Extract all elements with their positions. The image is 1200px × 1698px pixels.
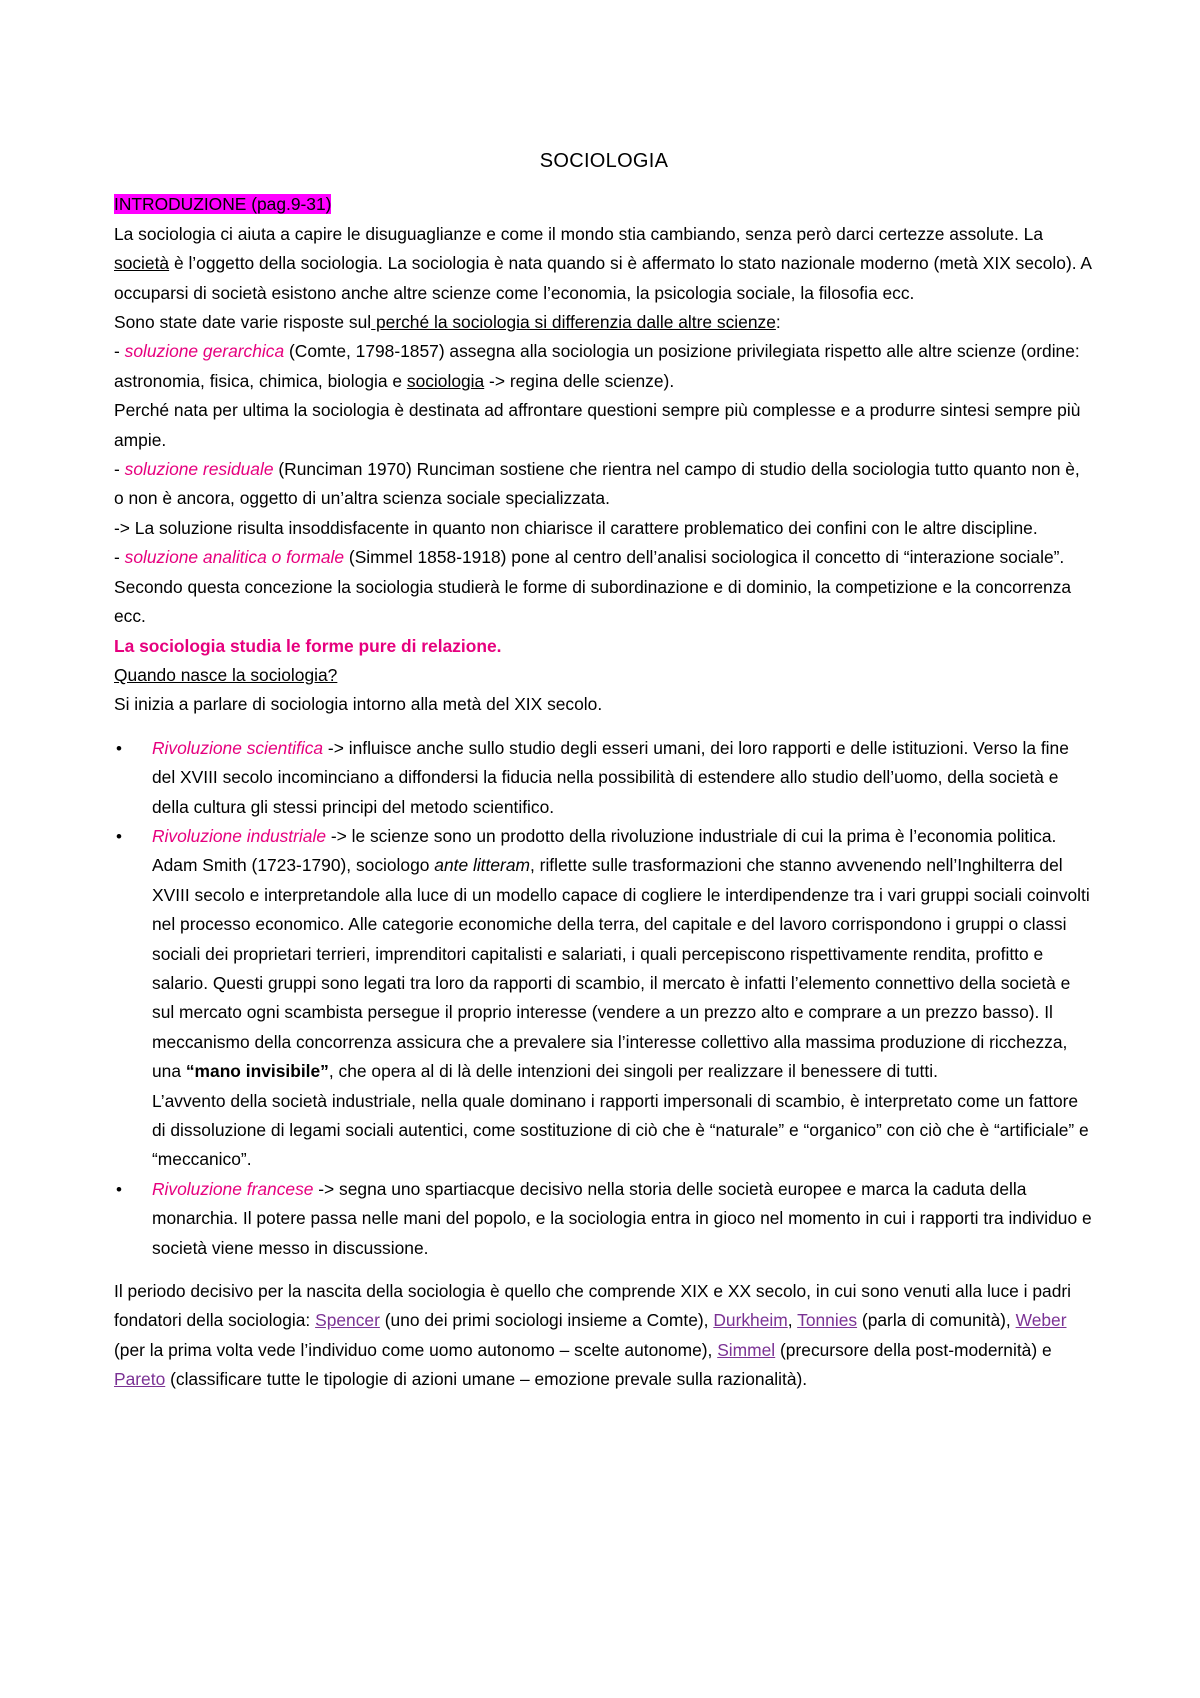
- final-text-6: (precursore della post-modernità) e: [775, 1339, 1052, 1360]
- residuale-paragraph: [114, 455, 1094, 514]
- residuale-label: soluzione residuale: [124, 459, 274, 480]
- bullet-label: Rivoluzione francese: [152, 1178, 314, 1199]
- section-heading-highlight: INTRODUZIONE (pag.9-31): [114, 194, 332, 215]
- adam-smith-text-2: , riflette sulle trasformazioni che stanno avvenendo nell’Inghilterra del XVIII secolo e interpretandole alla luce di un modello capace di cogliere le interdipendenze tra i vari gruppi sociali coinvolti nel processo economico. Alle categorie economiche della terra, del capitale e del lavoro corrispondono i gruppi o classi sociali dei proprietari terrieri, imprenditori capitalisti e salariati, i quali percepiscono rispettivamente rendita, profitto e salario. Questi gruppi sono legati tra loro da rapporti di scambio, il mercato è infatti l’elemento connettivo della società e sul mercato ogni scambista persegue il proprio interesse (vendere a un prezzo alto e comprare a un prezzo basso). Il meccanismo della concorrenza assicura che a prevalere sia l’interesse collettivo alla massima produzione di ricchezza, una: [152, 855, 1090, 1082]
- document-title: SOCIOLOGIA: [539, 150, 669, 172]
- analitica-text: (Simmel 1858-1918) pone al centro dell’analisi sociologica il concetto di “interazione sociale”. Secondo questa concezione la sociologia studierà le forme di subordinazione e di dominio, la competizione e la concorrenza ecc.: [114, 547, 1072, 627]
- final-text-1: Il periodo decisivo per la nascita della sociologia è quello che comprende XIX e XX secolo, in cui sono venuti alla luce i padri fondatori della sociologia:: [114, 1281, 1072, 1331]
- section-heading: [114, 190, 1094, 219]
- mano-invisibile-bold: “mano invisibile”: [185, 1061, 329, 1082]
- quando-nasce-heading: Quando nasce la sociologia?: [114, 664, 338, 685]
- analitica-label: soluzione analitica o formale: [124, 547, 345, 568]
- rivoluzioni-list: [114, 734, 1094, 1263]
- analitica-paragraph: [114, 543, 1094, 631]
- gerarchica-paragraph: [114, 337, 1094, 396]
- avvento-paragraph: L’avvento della società industriale, nella quale dominano i rapporti impersonali di scambio, è interpretato come un fattore di dissoluzione di legami sociali autentici, come sostituzione di ciò che è “naturale” e “organico” con ciò che è “artificiale” e “meccanico”.: [152, 1090, 1089, 1170]
- risposte-underlined: perché la sociologia si differenzia dalle altre scienze: [371, 312, 776, 333]
- adam-smith-text-3: , che opera al di là delle intenzioni dei singoli per realizzare il benessere di tutti.: [328, 1061, 938, 1082]
- residuale-text: (Runciman 1970) Runciman sostiene che rientra nel campo di studio della sociologia tutto quanto non è, o non è ancora, oggetto di un’altra scienza sociale specializzata.: [114, 459, 1080, 509]
- gerarchica-dash: -: [114, 341, 125, 362]
- risposte-text-1: Sono state date varie risposte sul: [114, 312, 372, 333]
- adam-smith-paragraph: [152, 851, 1094, 1086]
- list-item: [114, 1175, 1094, 1263]
- weber-link[interactable]: Weber: [1015, 1310, 1067, 1331]
- perche-paragraph: Perché nata per ultima la sociologia è destinata ad affrontare questioni sempre più complesse e a produrre sintesi sempre più ampie.: [114, 400, 1081, 450]
- gerarchica-label: soluzione gerarchica: [124, 341, 285, 362]
- final-text-4: (parla di comunità),: [857, 1310, 1016, 1331]
- ante-litteram-italic: ante litteram: [434, 855, 530, 876]
- intro-text-1: La sociologia ci aiuta a capire le disuguaglianze e come il mondo stia cambiando, senza però darci certezze assolute. La: [114, 223, 1044, 244]
- adam-smith-text-1: Adam Smith (1723-1790), sociologo: [152, 855, 435, 876]
- gerarchica-underlined: sociologia: [406, 370, 485, 391]
- final-text-7: (classificare tutte le tipologie di azioni umane – emozione prevale sulla razionalità).: [165, 1369, 808, 1390]
- bullet-text: -> segna uno spartiacque decisivo nella storia delle società europee e marca la caduta della monarchia. Il potere passa nelle mani del popolo, e la sociologia entra in gioco nel momento in cui i rapporti tra individuo e società viene messo in discussione.: [152, 1178, 1092, 1258]
- insoddisfacente-paragraph: -> La soluzione risulta insoddisfacente in quanto non chiarisce il carattere problematico dei confini con le altre discipline.: [114, 517, 1038, 538]
- bullet-label: Rivoluzione industriale: [152, 825, 326, 846]
- intro-societa-underlined: società: [114, 253, 170, 274]
- bullet-icon: •: [116, 1179, 122, 1199]
- spencer-link[interactable]: Spencer: [315, 1310, 380, 1331]
- bullet-text: -> le scienze sono un prodotto della rivoluzione industriale di cui la prima è l’economia politica.: [326, 825, 1057, 846]
- si-inizia-paragraph: Si inizia a parlare di sociologia intorno alla metà del XIX secolo.: [114, 694, 603, 715]
- gerarchica-text-1: (Comte, 1798-1857) assegna alla sociologia un posizione privilegiata rispetto alle altre scienze (ordine: astronomia, fisica, chimica, biologia e: [114, 341, 1080, 391]
- bullet-icon: •: [116, 738, 122, 758]
- final-text-5: (per la prima volta vede l’individuo come uomo autonomo – scelte autonome),: [114, 1339, 718, 1360]
- tonnies-link[interactable]: Tonnies: [797, 1310, 858, 1331]
- document-body: [114, 140, 1094, 1395]
- risposte-paragraph: [114, 308, 1094, 337]
- final-paragraph: [114, 1277, 1094, 1395]
- bullet-text: -> influisce anche sullo studio degli esseri umani, dei loro rapporti e delle istituzioni. Verso la fine del XVIII secolo incominciano a diffondersi la fiducia nella possibilità di estendere allo studio dell’uomo, della società e della cultura gli stessi principi del metodo scientifico.: [152, 737, 1069, 817]
- intro-paragraph: [114, 220, 1094, 308]
- simmel-link[interactable]: Simmel: [717, 1339, 776, 1360]
- intro-text-2: è l’oggetto della sociologia. La sociologia è nata quando si è affermato lo stato nazionale moderno (metà XIX secolo). A occuparsi di società esistono anche altre scienze come l’economia, la psicologia sociale, la filosofia ecc.: [114, 253, 1092, 303]
- final-text-2: (uno dei primi sociologi insieme a Comte),: [379, 1310, 714, 1331]
- residuale-dash: -: [114, 459, 125, 480]
- forme-pure-statement: La sociologia studia le forme pure di relazione.: [114, 635, 502, 656]
- durkheim-link[interactable]: Durkheim: [713, 1310, 788, 1331]
- bullet-label: Rivoluzione scientifica: [152, 737, 324, 758]
- analitica-dash: -: [114, 547, 125, 568]
- final-text-3: ,: [787, 1310, 798, 1331]
- risposte-text-2: :: [775, 312, 781, 333]
- list-item: [114, 734, 1094, 822]
- pareto-link[interactable]: Pareto: [114, 1369, 166, 1390]
- bullet-icon: •: [116, 826, 122, 846]
- list-item: [114, 822, 1094, 1175]
- gerarchica-text-2: -> regina delle scienze).: [484, 370, 675, 391]
